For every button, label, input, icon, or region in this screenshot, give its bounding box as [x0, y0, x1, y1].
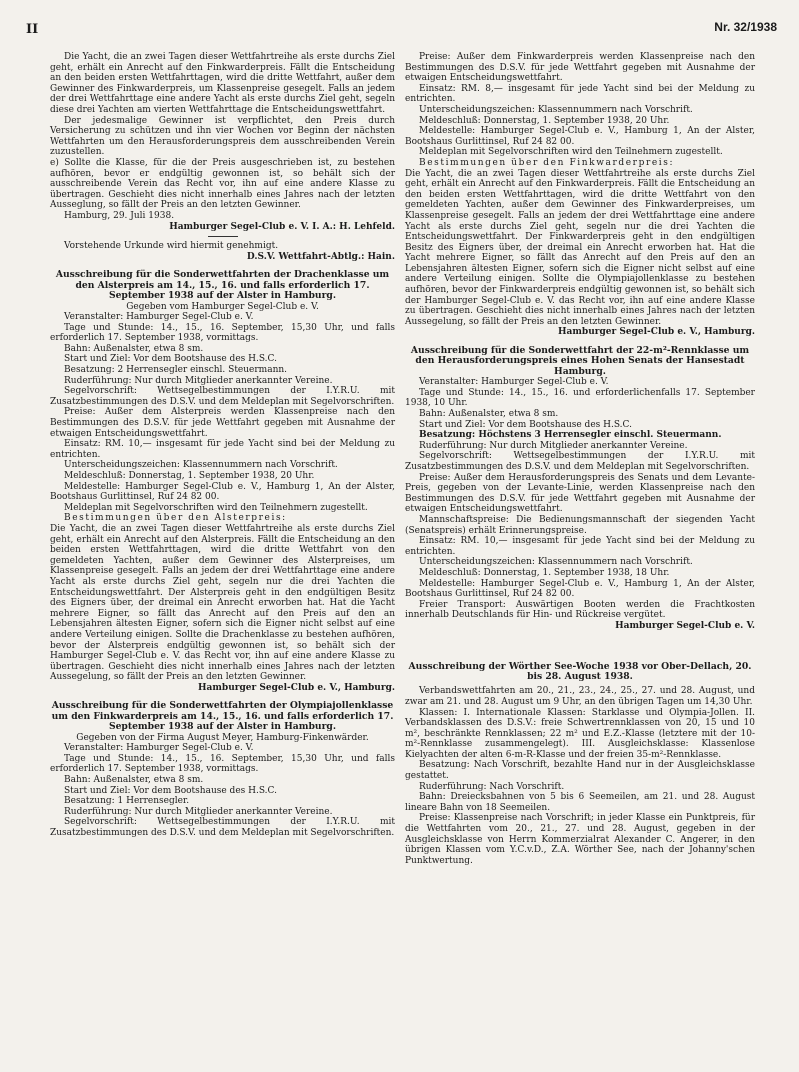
- signature: Hamburger Segel-Club e. V., Hamburg.: [198, 682, 395, 693]
- entry: Preise: Außer dem Alsterpreis werden Klassenpreise nach den Bestimmungen des D.S.V. für jede Wettfahrt gegeben mit Ausnahme der etwaigen Entscheidungswettfahrt.: [50, 407, 395, 439]
- entry: Verbandswettfahrten am 20., 21., 23., 24., 25., 27. und 28. August, und zwar am 21. und 28. August um 9 Uhr, an den übrigen Tagen um 14,30 Uhr.: [405, 686, 755, 707]
- issue-number: Nr. 32/1938: [714, 20, 777, 34]
- entry: Unterscheidungszeichen: Klassennummern nach Vorschrift.: [419, 104, 693, 115]
- entry: Preise: Klassenpreise nach Vorschrift; in jeder Klasse ein Punktpreis, für die Wettfahrten vom 20., 21., 27. und 28. August, gegeben in der Ausgleichsklasse von Herrn Kommerzialrat Alexander C. Angerer, in den übrigen Klassen vom Y.C.v.D., Z.A. Wörther See, nach der Johanny'schen Punktwertung.: [405, 813, 755, 866]
- date-line: Hamburg, 29. Juli 1938.: [64, 210, 175, 221]
- entry: Meldestelle: Hamburger Segel-Club e. V., Hamburg 1, An der Alster, Bootshaus Gurlittinsel, Ruf 24 82 00.: [405, 126, 755, 147]
- entry: Ruderführung: Nach Vorschrift.: [419, 781, 565, 792]
- signature: D.S.V. Wettfahrt-Abtlg.: Hain.: [246, 251, 395, 262]
- entry: Besatzung: Höchstens 3 Herrensegler einschl. Steuermann.: [419, 430, 722, 441]
- entry: Besatzung: 2 Herrensegler einschl. Steuermann.: [64, 365, 288, 376]
- entry: Veranstalter: Hamburger Segel-Club e. V.: [64, 743, 254, 754]
- entry: Segelvorschrift: Wettsegelbestimmungen der I.Y.R.U. mit Zusatzbestimmungen des D.S.V. und dem Meldeplan mit Segelvorschriften.: [50, 386, 395, 407]
- entry: Start und Ziel: Vor dem Bootshause des H.S.C.: [419, 419, 632, 430]
- entry: Besatzung: Nach Vorschrift, bezahlte Hand nur in der Ausgleichsklasse gestattet.: [405, 760, 755, 782]
- entry: Einsatz: RM. 8,— insgesamt für jede Yacht sind bei der Meldung zu entrichten.: [405, 83, 755, 105]
- entry: Tage und Stunde: 14., 15., 16. September, 15,30 Uhr, und falls erforderlich 17. September 1938, vormittags.: [50, 322, 395, 344]
- approval-line: Vorstehende Urkunde wird hiermit genehmigt.: [64, 241, 279, 252]
- signature: Hamburger Segel-Club e. V.: [615, 620, 755, 631]
- right-column: [405, 52, 755, 866]
- entry: Meldeschluß: Donnerstag, 1. September 1938, 20 Uhr.: [64, 471, 315, 481]
- paragraph: Die Yacht, die an zwei Tagen dieser Wettfahrtreihe als erste durchs Ziel geht, erhält ein Anrecht auf den Alsterpreis. Fällt die Entscheidung an den beiden ersten Wettfahrttagen, wird die dritte Wettfahrt von den gemeldeten Yachten, außer dem Gewinner des Alsterpreises, um Klassenpreise gesegelt. Falls an jedem der drei Wettfahrttage eine andere Yacht als erste durchs Ziel geht, segeln nur die drei Yachten die Entscheidungswettfahrt. Der Alsterpreis geht in den endgültigen Besitz des Eigners über, der dreimal ein Anrecht erworben hat. Hat die Yacht mehrere Eigner, so fällt das Anrecht auf den Preis auf den an Lebensjahren ältesten Eigner, sofern sich die Eigner nicht selbst auf eine andere Verteilung einigen. Sollte die Drachenklasse zu bestehen aufhören, bevor der Alsterpreis endgültig gewonnen ist, so behält sich der Hamburger Segel-Club e. V. das Recht vor, ihn auf eine andere Klasse zu übertragen. Geschieht dies nicht innerhalb eines Jahres nach der letzten Aussegelung, so fällt der Preis an den letzten Gewinner.: [50, 523, 395, 683]
- section-heading: Ausschreibung für die Sonderwettfahrten der Drachenklasse um den Alsterpreis am 14., 15., 16. und falls erforderlich 17. September 1938 auf der Alster in Hamburg.: [55, 269, 390, 302]
- entry: Tage und Stunde: 14., 15., 16. September, 15,30 Uhr, und falls erforderlich 17. September 1938, vormittags.: [50, 753, 395, 775]
- entry: Meldeplan mit Segelvorschriften wird den Teilnehmern zugestellt.: [64, 502, 368, 513]
- entry: Ruderführung: Nur durch Mitglieder anerkannter Vereine.: [419, 440, 688, 451]
- entry: Segelvorschrift: Wettsegelbestimmungen der I.Y.R.U. mit Zusatzbestimmungen des D.S.V. und dem Meldeplan mit Segelvorschriften.: [405, 451, 755, 472]
- left-column: [50, 52, 395, 839]
- entry: Start und Ziel: Vor dem Bootshause des H.S.C.: [64, 354, 277, 365]
- entry: Unterscheidungszeichen: Klassennummern nach Vorschrift.: [419, 557, 693, 568]
- subheading: Bestimmungen über den Alsterpreis:: [64, 513, 287, 524]
- entry: Tage und Stunde: 14., 15., 16. und erforderlichenfalls 17. September 1938, 10 Uhr.: [405, 387, 755, 409]
- entry: Bahn: Außenalster, etwa 8 sm.: [64, 775, 204, 786]
- entry: Segelvorschrift: Wettsegelbestimmungen der I.Y.R.U. mit Zusatzbestimmungen des D.S.V. und dem Meldeplan mit Segelvorschriften.: [50, 817, 395, 839]
- entry: Klassen: I. Internationale Klassen: Starklasse und Olympia-Jollen. II. Verbandsklassen des D.S.V.: freie Schwertrennklassen von 20, 15 und 10 m², beschränkte Rennklassen; 22 m² und E.Z.-Klasse (letztere mit der 10-m²-Rennklasse zusammengelegt). III. Ausgleichsklasse: Klassenlose Kielyachten der alten 6-m-R-Klasse und der freien 35-m²-Rennklasse.: [405, 707, 755, 760]
- entry: Meldeschluß: Donnerstag, 1. September 1938, 20 Uhr.: [419, 115, 670, 126]
- paragraph: Der jedesmalige Gewinner ist verpflichtet, den Preis durch Versicherung zu schützen und ihn vier Wochen vor Beginn der nächsten Wettfahrten um den Herausforderungspreis dem ausschreibenden Verein zuzustellen.: [50, 115, 395, 158]
- entry: Freier Transport: Auswärtigen Booten werden die Frachtkosten innerhalb Deutschlands für Hin- und Rückreise vergütet.: [405, 599, 755, 621]
- entry: Meldeschluß: Donnerstag, 1. September 1938, 18 Uhr.: [419, 567, 670, 578]
- entry: Veranstalter: Hamburger Segel-Club e. V.: [419, 377, 609, 388]
- entry: Bahn: Dreiecksbahnen von 5 bis 6 Seemeilen, am 21. und 28. August lineare Bahn von 18 Seemeilen.: [405, 792, 755, 813]
- entry: Ruderführung: Nur durch Mitglieder anerkannter Vereine.: [64, 375, 333, 386]
- subheading: Bestimmungen über den Finkwarderpreis:: [419, 157, 675, 168]
- entry: Bahn: Außenalster, etwa 8 sm.: [419, 409, 559, 420]
- given-by: Gegeben von der Firma August Meyer, Hamburg-Finkenwärder.: [76, 732, 369, 743]
- page-number: II: [26, 22, 39, 37]
- section-heading: Ausschreibung für die Sonderwettfahrt der 22-m²-Rennklasse um den Herausforderungspreis eines Hohen Senats der Hansestadt Hamburg.: [410, 345, 750, 377]
- entry: Besatzung: 1 Herrensegler.: [64, 796, 190, 807]
- paragraph: Die Yacht, die an zwei Tagen dieser Wettfahrtreihe als erste durchs Ziel geht, erhält ein Anrecht auf den Finkwarderpreis. Fällt die Entscheidung an den beiden ersten Wettfahrttagen, wird die dritte Wettfahrt von den gemeldeten Yachten, außer dem Gewinner des Finkwarderpreises, um Klassenpreise gesegelt. Falls an jedem der drei Wettfahrttage eine andere Yacht als erste durchs Ziel geht, segeln nur die drei Yachten die Entscheidungswettfahrt. Der Finkwarderpreis geht in den endgültigen Besitz des Eigners über, der dreimal ein Anrecht erworben hat. Hat die Yacht mehrere Eigner, so fällt das Anrecht auf den Preis auf den an Lebensjahren ältesten Eigner, sofern sich die Eigner nicht selbst auf eine andere Verteilung einigen. Sollte die Olympiajollenklasse zu bestehen aufhören, bevor der Finkwarderpreis endgültig gewonnen ist, so behält sich der Hamburger Segel-Club e. V. das Recht vor, ihn auf eine andere Klasse zu übertragen. Geschieht dies nicht innerhalb eines Jahres nach der letzten Aussegelung, so fällt der Preis an den letzten Gewinner.: [405, 168, 755, 327]
- entry: Meldestelle: Hamburger Segel-Club e. V., Hamburg 1, An der Alster, Bootshaus Gurlittinsel, Ruf 24 82 00.: [50, 481, 395, 503]
- entry: Einsatz: RM. 10,— insgesamt für jede Yacht sind bei der Meldung zu entrichten.: [405, 536, 755, 557]
- entry: Preise: Außer dem Finkwarderpreis werden Klassenpreise nach den Bestimmungen des D.S.V. für jede Wettfahrt gegeben mit Ausnahme der etwaigen Entscheidungswettfahrt.: [405, 52, 755, 84]
- entry: Einsatz: RM. 10,— insgesamt für jede Yacht sind bei der Meldung zu entrichten.: [50, 439, 395, 460]
- entry: Meldeplan mit Segelvorschriften wird den Teilnehmern zugestellt.: [419, 147, 723, 158]
- paragraph: Die Yacht, die an zwei Tagen dieser Wettfahrtreihe als erste durchs Ziel geht, erhält ein Anrecht auf den Finkwarderpreis. Fällt die Entscheidung an den beiden ersten Wettfahrttagen, wird die dritte Wettfahrt, außer dem Gewinner des Finkwarderpreis, um Klassenpreise gesegelt. Falls an jedem der drei Wettfahrttage eine andere Yacht als erste durchs Ziel geht, segeln diese drei Yachten am vierten Wettfahrttage die Entscheidungswettfahrt.: [50, 52, 395, 115]
- paragraph: e) Sollte die Klasse, für die der Preis ausgeschrieben ist, zu bestehen aufhören, bevor er endgültig gewonnen ist, so behält sich der ausschreibende Verein das Recht vor, ihn auf eine andere Klasse zu übertragen. Geschieht dies nicht innerhalb eines Jahres nach der letzten Ausseglung, so fällt der Preis an den letzten Gewinner.: [50, 157, 395, 211]
- entry: Unterscheidungszeichen: Klassennummern nach Vorschrift.: [64, 460, 338, 471]
- entry: Start und Ziel: Vor dem Bootshause des H.S.C.: [64, 785, 277, 796]
- signature: Hamburger Segel-Club e. V. I. A.: H. Lehfeld.: [169, 221, 395, 232]
- section-heading: Ausschreibung der Wörther See-Woche 1938 vor Ober-Dellach, 20. bis 28. August 1938.: [408, 660, 752, 682]
- entry: Ruderführung: Nur durch Mitglieder anerkannter Vereine.: [64, 806, 333, 817]
- section-heading: Ausschreibung für die Sonderwettfahrten der Olympiajollenklasse um den Finkwarderpreis am 14., 15., 16. und falls erforderlich 17. September 1938 auf der Alster in Hamburg.: [51, 700, 394, 733]
- entry: Bahn: Außenalster, etwa 8 sm.: [64, 343, 204, 354]
- entry: Preise: Außer dem Herausforderungspreis des Senats und dem Levante-Preis, gegeben von der Levante-Linie, werden Klassenpreise nach den Bestimmungen des D.S.V. für jede Wettfahrt gegeben mit Ausnahme der etwaigen Entscheidungswettfahrt.: [405, 472, 755, 515]
- given-by: Gegeben vom Hamburger Segel-Club e. V.: [126, 301, 319, 312]
- signature: Hamburger Segel-Club e. V., Hamburg.: [558, 327, 755, 338]
- entry: Meldestelle: Hamburger Segel-Club e. V., Hamburg 1, An der Alster, Bootshaus Gurlittinsel, Ruf 24 82 00.: [405, 578, 755, 600]
- entry: Veranstalter: Hamburger Segel-Club e. V.: [64, 312, 254, 323]
- divider: [208, 236, 238, 237]
- entry: Mannschaftspreise: Die Bedienungsmannschaft der siegenden Yacht (Senatspreis) erhält Erinnerungspreise.: [405, 514, 755, 536]
